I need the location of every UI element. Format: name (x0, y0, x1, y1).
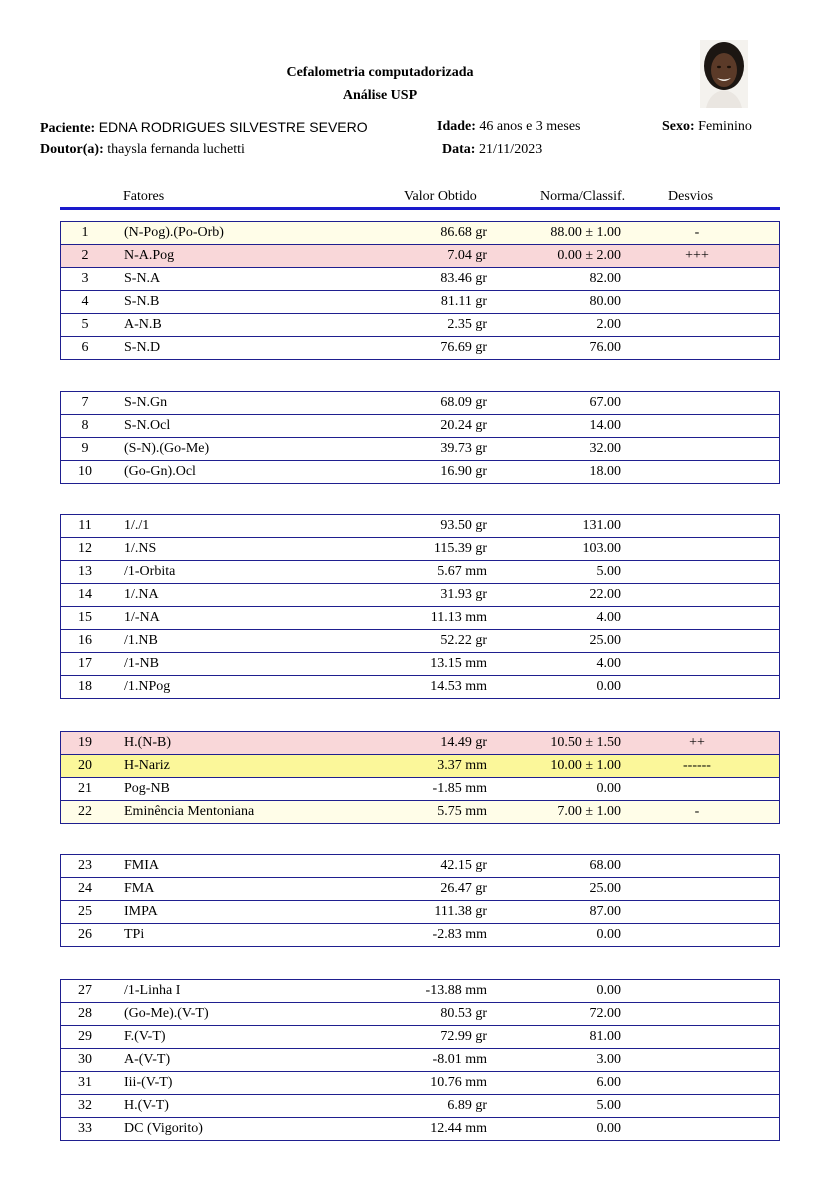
factor-name: S-N.B (124, 294, 160, 309)
obtained-value: 81.11 gr (440, 294, 487, 309)
row-number: 19 (78, 735, 92, 750)
table-row (61, 777, 779, 800)
table-row (61, 244, 779, 267)
table-row (61, 900, 779, 923)
patient-name: EDNA RODRIGUES SILVESTRE SEVERO (98, 119, 368, 135)
factor-name: TPi (124, 927, 145, 942)
obtained-value: 52.22 gr (440, 633, 487, 648)
table-row (61, 290, 779, 313)
col-header-factors: Fatores (123, 189, 165, 204)
row-number: 6 (81, 340, 89, 355)
obtained-value: 5.67 mm (437, 564, 487, 579)
factor-name: A-N.B (124, 317, 162, 332)
patient-sex: Feminino (698, 119, 752, 134)
norm-value: 7.00 ± 1.00 (557, 804, 621, 819)
factor-name: (Go-Gn).Ocl (124, 464, 196, 479)
norm-value: 3.00 (596, 1052, 621, 1067)
norm-value: 4.00 (596, 610, 621, 625)
col-header-value: Valor Obtido (404, 189, 477, 204)
norm-value: 0.00 (596, 1121, 621, 1136)
factor-name: /1.NPog (124, 679, 171, 694)
table-row (61, 629, 779, 652)
factor-name: IMPA (124, 904, 158, 919)
obtained-value: 12.44 mm (430, 1121, 487, 1136)
table-row (61, 606, 779, 629)
doctor-field (40, 142, 245, 158)
factor-name: S-N.Ocl (124, 418, 171, 433)
table-row (61, 537, 779, 560)
table-row (61, 336, 779, 359)
deviation-value: ++ (689, 735, 705, 750)
measurement-group (60, 854, 780, 947)
factor-name: F.(V-T) (124, 1029, 166, 1044)
obtained-value: 39.73 gr (440, 441, 487, 456)
obtained-value: 76.69 gr (440, 340, 487, 355)
row-number: 30 (78, 1052, 92, 1067)
table-row (61, 855, 779, 877)
norm-value: 25.00 (589, 633, 621, 648)
row-number: 5 (81, 317, 89, 332)
factor-name: Eminência Mentoniana (124, 804, 255, 819)
norm-value: 0.00 (596, 983, 621, 998)
obtained-value: 7.04 gr (447, 248, 487, 263)
factor-name: H-Nariz (124, 758, 170, 773)
norm-value: 18.00 (589, 464, 621, 479)
row-number: 27 (78, 983, 92, 998)
norm-value: 14.00 (589, 418, 621, 433)
obtained-value: 14.53 mm (430, 679, 487, 694)
table-row (61, 652, 779, 675)
obtained-value: 5.75 mm (437, 804, 487, 819)
table-row (61, 754, 779, 777)
obtained-value: -2.83 mm (432, 927, 487, 942)
row-number: 28 (78, 1006, 92, 1021)
table-row (61, 1002, 779, 1025)
factor-name: S-N.Gn (124, 395, 168, 410)
measurement-group (60, 221, 780, 360)
exam-date: 21/11/2023 (478, 142, 543, 157)
norm-value: 103.00 (582, 541, 621, 556)
patient-age: 46 anos e 3 meses (479, 119, 581, 134)
norm-value: 88.00 ± 1.00 (550, 225, 621, 240)
row-number: 23 (78, 858, 92, 873)
table-row (61, 800, 779, 823)
row-number: 16 (78, 633, 92, 648)
table-row (61, 1048, 779, 1071)
table-row (61, 1071, 779, 1094)
row-number: 17 (78, 656, 92, 671)
factor-name: H.(N-B) (124, 735, 172, 750)
norm-value: 5.00 (596, 564, 621, 579)
date-field (442, 142, 542, 158)
row-number: 22 (78, 804, 92, 819)
factor-name: Iii-(V-T) (124, 1075, 173, 1090)
norm-value: 0.00 (596, 781, 621, 796)
norm-value: 0.00 (596, 927, 621, 942)
obtained-value: -1.85 mm (432, 781, 487, 796)
factor-name: DC (Vigorito) (124, 1121, 203, 1136)
obtained-value: 68.09 gr (440, 395, 487, 410)
norm-value: 6.00 (596, 1075, 621, 1090)
norm-value: 87.00 (589, 904, 621, 919)
obtained-value: 26.47 gr (440, 881, 487, 896)
norm-value: 10.00 ± 1.00 (550, 758, 621, 773)
norm-value: 131.00 (582, 518, 621, 533)
norm-value: 0.00 (596, 679, 621, 694)
norm-value: 5.00 (596, 1098, 621, 1113)
header-rule (60, 207, 780, 210)
row-number: 21 (78, 781, 92, 796)
doctor-name: thaysla fernanda luchetti (107, 142, 245, 157)
measurement-group (60, 731, 780, 824)
row-number: 1 (81, 225, 89, 240)
row-number: 14 (78, 587, 92, 602)
col-header-deviation: Desvios (668, 189, 714, 204)
row-number: 20 (78, 758, 92, 773)
obtained-value: 16.90 gr (440, 464, 487, 479)
patient-name-field (40, 119, 368, 137)
factor-name: /1-NB (124, 656, 159, 671)
obtained-value: -13.88 mm (425, 983, 487, 998)
table-row (61, 515, 779, 537)
table-row (61, 437, 779, 460)
row-number: 12 (78, 541, 92, 556)
row-number: 8 (81, 418, 89, 433)
factor-name: 1/.NA (124, 587, 159, 602)
row-number: 24 (78, 881, 92, 896)
row-number: 15 (78, 610, 92, 625)
obtained-value: 93.50 gr (440, 518, 487, 533)
norm-value: 81.00 (589, 1029, 621, 1044)
factor-name: FMIA (124, 858, 160, 873)
patient-age-label: Idade: (437, 119, 476, 134)
table-row (61, 222, 779, 244)
patient-age-field (437, 119, 581, 135)
obtained-value: 72.99 gr (440, 1029, 487, 1044)
factor-name: /1-Orbita (124, 564, 176, 579)
norm-value: 72.00 (589, 1006, 621, 1021)
table-row (61, 923, 779, 946)
norm-value: 4.00 (596, 656, 621, 671)
table-row (61, 980, 779, 1002)
obtained-value: 11.13 mm (430, 610, 487, 625)
obtained-value: 6.89 gr (447, 1098, 487, 1113)
table-row (61, 1117, 779, 1140)
row-number: 3 (81, 271, 89, 286)
row-number: 32 (78, 1098, 92, 1113)
measurement-group (60, 979, 780, 1141)
norm-value: 32.00 (589, 441, 621, 456)
obtained-value: 42.15 gr (440, 858, 487, 873)
table-row (61, 313, 779, 336)
row-number: 2 (81, 248, 89, 263)
row-number: 18 (78, 679, 92, 694)
measurement-group (60, 391, 780, 484)
table-row (61, 414, 779, 437)
factor-name: (Go-Me).(V-T) (124, 1006, 209, 1021)
obtained-value: 31.93 gr (440, 587, 487, 602)
row-number: 11 (78, 518, 92, 533)
row-number: 13 (78, 564, 92, 579)
factor-name: (S-N).(Go-Me) (124, 441, 210, 456)
factor-name: H.(V-T) (124, 1098, 169, 1113)
obtained-value: 111.38 gr (434, 904, 487, 919)
factor-name: /1-Linha I (124, 983, 181, 998)
norm-value: 10.50 ± 1.50 (550, 735, 621, 750)
row-number: 7 (81, 395, 89, 410)
patient-sex-label: Sexo: (662, 119, 695, 134)
date-label: Data: (442, 142, 476, 157)
obtained-value: 83.46 gr (440, 271, 487, 286)
norm-value: 76.00 (589, 340, 621, 355)
measurement-group (60, 514, 780, 699)
factor-name: FMA (124, 881, 155, 896)
factor-name: A-(V-T) (124, 1052, 171, 1067)
factor-name: 1/./1 (124, 518, 150, 533)
factor-name: 1/.NS (124, 541, 157, 556)
table-row (61, 1094, 779, 1117)
norm-value: 82.00 (589, 271, 621, 286)
obtained-value: 13.15 mm (430, 656, 487, 671)
deviation-value: ------ (683, 758, 711, 773)
obtained-value: 115.39 gr (433, 541, 487, 556)
obtained-value: 80.53 gr (440, 1006, 487, 1021)
row-number: 10 (78, 464, 92, 479)
deviation-value: - (694, 225, 700, 240)
obtained-value: 3.37 mm (437, 758, 487, 773)
row-number: 26 (78, 927, 92, 942)
obtained-value: 86.68 gr (440, 225, 487, 240)
factor-name: (N-Pog).(Po-Orb) (124, 225, 224, 240)
patient-sex-field (662, 119, 752, 135)
factor-name: /1.NB (124, 633, 158, 648)
norm-value: 22.00 (589, 587, 621, 602)
factor-name: S-N.D (124, 340, 161, 355)
norm-value: 2.00 (596, 317, 621, 332)
row-number: 31 (78, 1075, 92, 1090)
row-number: 25 (78, 904, 92, 919)
patient-photo (700, 40, 748, 108)
table-row (61, 732, 779, 754)
report-title: Cefalometria computadorizada (286, 65, 474, 80)
obtained-value: 10.76 mm (430, 1075, 487, 1090)
table-row (61, 560, 779, 583)
factor-name: N-A.Pog (124, 248, 175, 263)
row-number: 29 (78, 1029, 92, 1044)
norm-value: 25.00 (589, 881, 621, 896)
norm-value: 67.00 (589, 395, 621, 410)
row-number: 9 (81, 441, 89, 456)
factor-name: S-N.A (124, 271, 161, 286)
obtained-value: 14.49 gr (440, 735, 487, 750)
table-row (61, 460, 779, 483)
norm-value: 68.00 (589, 858, 621, 873)
patient-name-label: Paciente: (40, 121, 96, 136)
table-row (61, 267, 779, 290)
table-row (61, 1025, 779, 1048)
row-number: 33 (78, 1121, 92, 1136)
table-row (61, 877, 779, 900)
table-row (61, 675, 779, 698)
obtained-value: 2.35 gr (447, 317, 487, 332)
factor-name: 1/-NA (124, 610, 160, 625)
report-subtitle: Análise USP (342, 88, 418, 103)
norm-value: 80.00 (589, 294, 621, 309)
norm-value: 0.00 ± 2.00 (557, 248, 621, 263)
table-row (61, 392, 779, 414)
row-number: 4 (81, 294, 89, 309)
obtained-value: -8.01 mm (432, 1052, 487, 1067)
doctor-label: Doutor(a): (40, 142, 104, 157)
deviation-value: - (694, 804, 700, 819)
col-header-norm: Norma/Classif. (540, 189, 626, 204)
deviation-value: +++ (685, 248, 709, 263)
obtained-value: 20.24 gr (440, 418, 487, 433)
factor-name: Pog-NB (124, 781, 170, 796)
table-row (61, 583, 779, 606)
